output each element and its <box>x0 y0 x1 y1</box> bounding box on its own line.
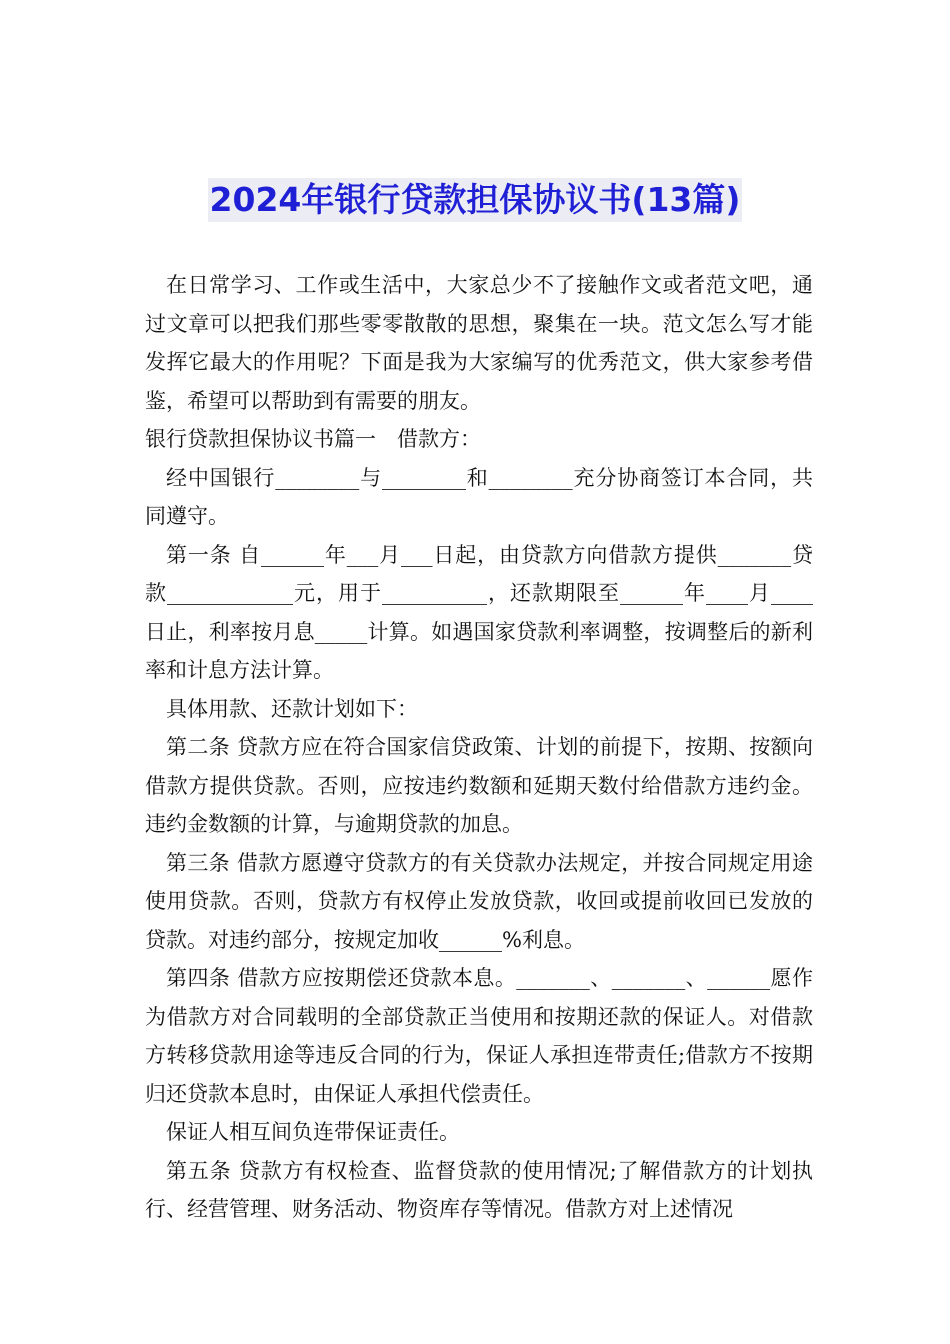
paragraph-guarantor-liability: 保证人相互间负连带保证责任。 <box>166 1120 460 1144</box>
paragraph-article-5: 第五条 贷款方有权检查、监督贷款的使用情况;了解借款方的计划执行、经营管理、财务活动、物资库存等情况。借款方对上述情况 <box>145 1158 813 1221</box>
paragraph-intro: 在日常学习、工作或生活中，大家总少不了接触作文或者范文吧，通过文章可以把我们那些零零散散的思想，聚集在一块。范文怎么写才能发挥它最大的作用呢？下面是我为大家编写的优秀范文，供大家参考借鉴，希望可以帮助到有需要的朋友。 <box>145 273 813 413</box>
paragraph-article-2: 第二条 贷款方应在符合国家信贷政策、计划的前提下，按期、按额向借款方提供贷款。否则，应按违约数额和延期天数付给借款方违约金。违约金数额的计算，与逾期贷款的加息。 <box>145 735 813 836</box>
paragraph-article-1: 第一条 自______年___月___日起，由贷款方向借款方提供_______贷款____________元，用于__________，还款期限至______年____月____日止，利率按月息_____计算。如遇国家贷款利率调整，按调整后的新利率和计息方法计算。 <box>145 542 813 682</box>
paragraph-repayment-plan: 具体用款、还款计划如下： <box>166 696 418 721</box>
document-body <box>145 266 813 1229</box>
title-container <box>0 178 950 222</box>
document-title: 2024年银行贷款担保协议书(13篇) <box>208 178 743 222</box>
paragraph-article-3: 第三条 借款方愿遵守贷款方的有关贷款办法规定，并按合同规定用途使用贷款。否则，贷款方有权停止发放贷款，收回或提前收回已发放的贷款。对违约部分，按规定加收______%利息。 <box>145 850 813 952</box>
paragraph-parties: 经中国银行________与________和________充分协商签订本合同，共同遵守。 <box>145 465 813 528</box>
paragraph-section-heading: 银行贷款担保协议书篇一 借款方： <box>145 427 481 451</box>
paragraph-article-4: 第四条 借款方应按期偿还贷款本息。_______、_______、______愿作为借款方对合同载明的全部贷款正当使用和按期还款的保证人。对借款方转移贷款用途等违反合同的行为，保证人承担连带责任;借款方不按期归还贷款本息时，由保证人承担代偿责任。 <box>145 966 813 1106</box>
